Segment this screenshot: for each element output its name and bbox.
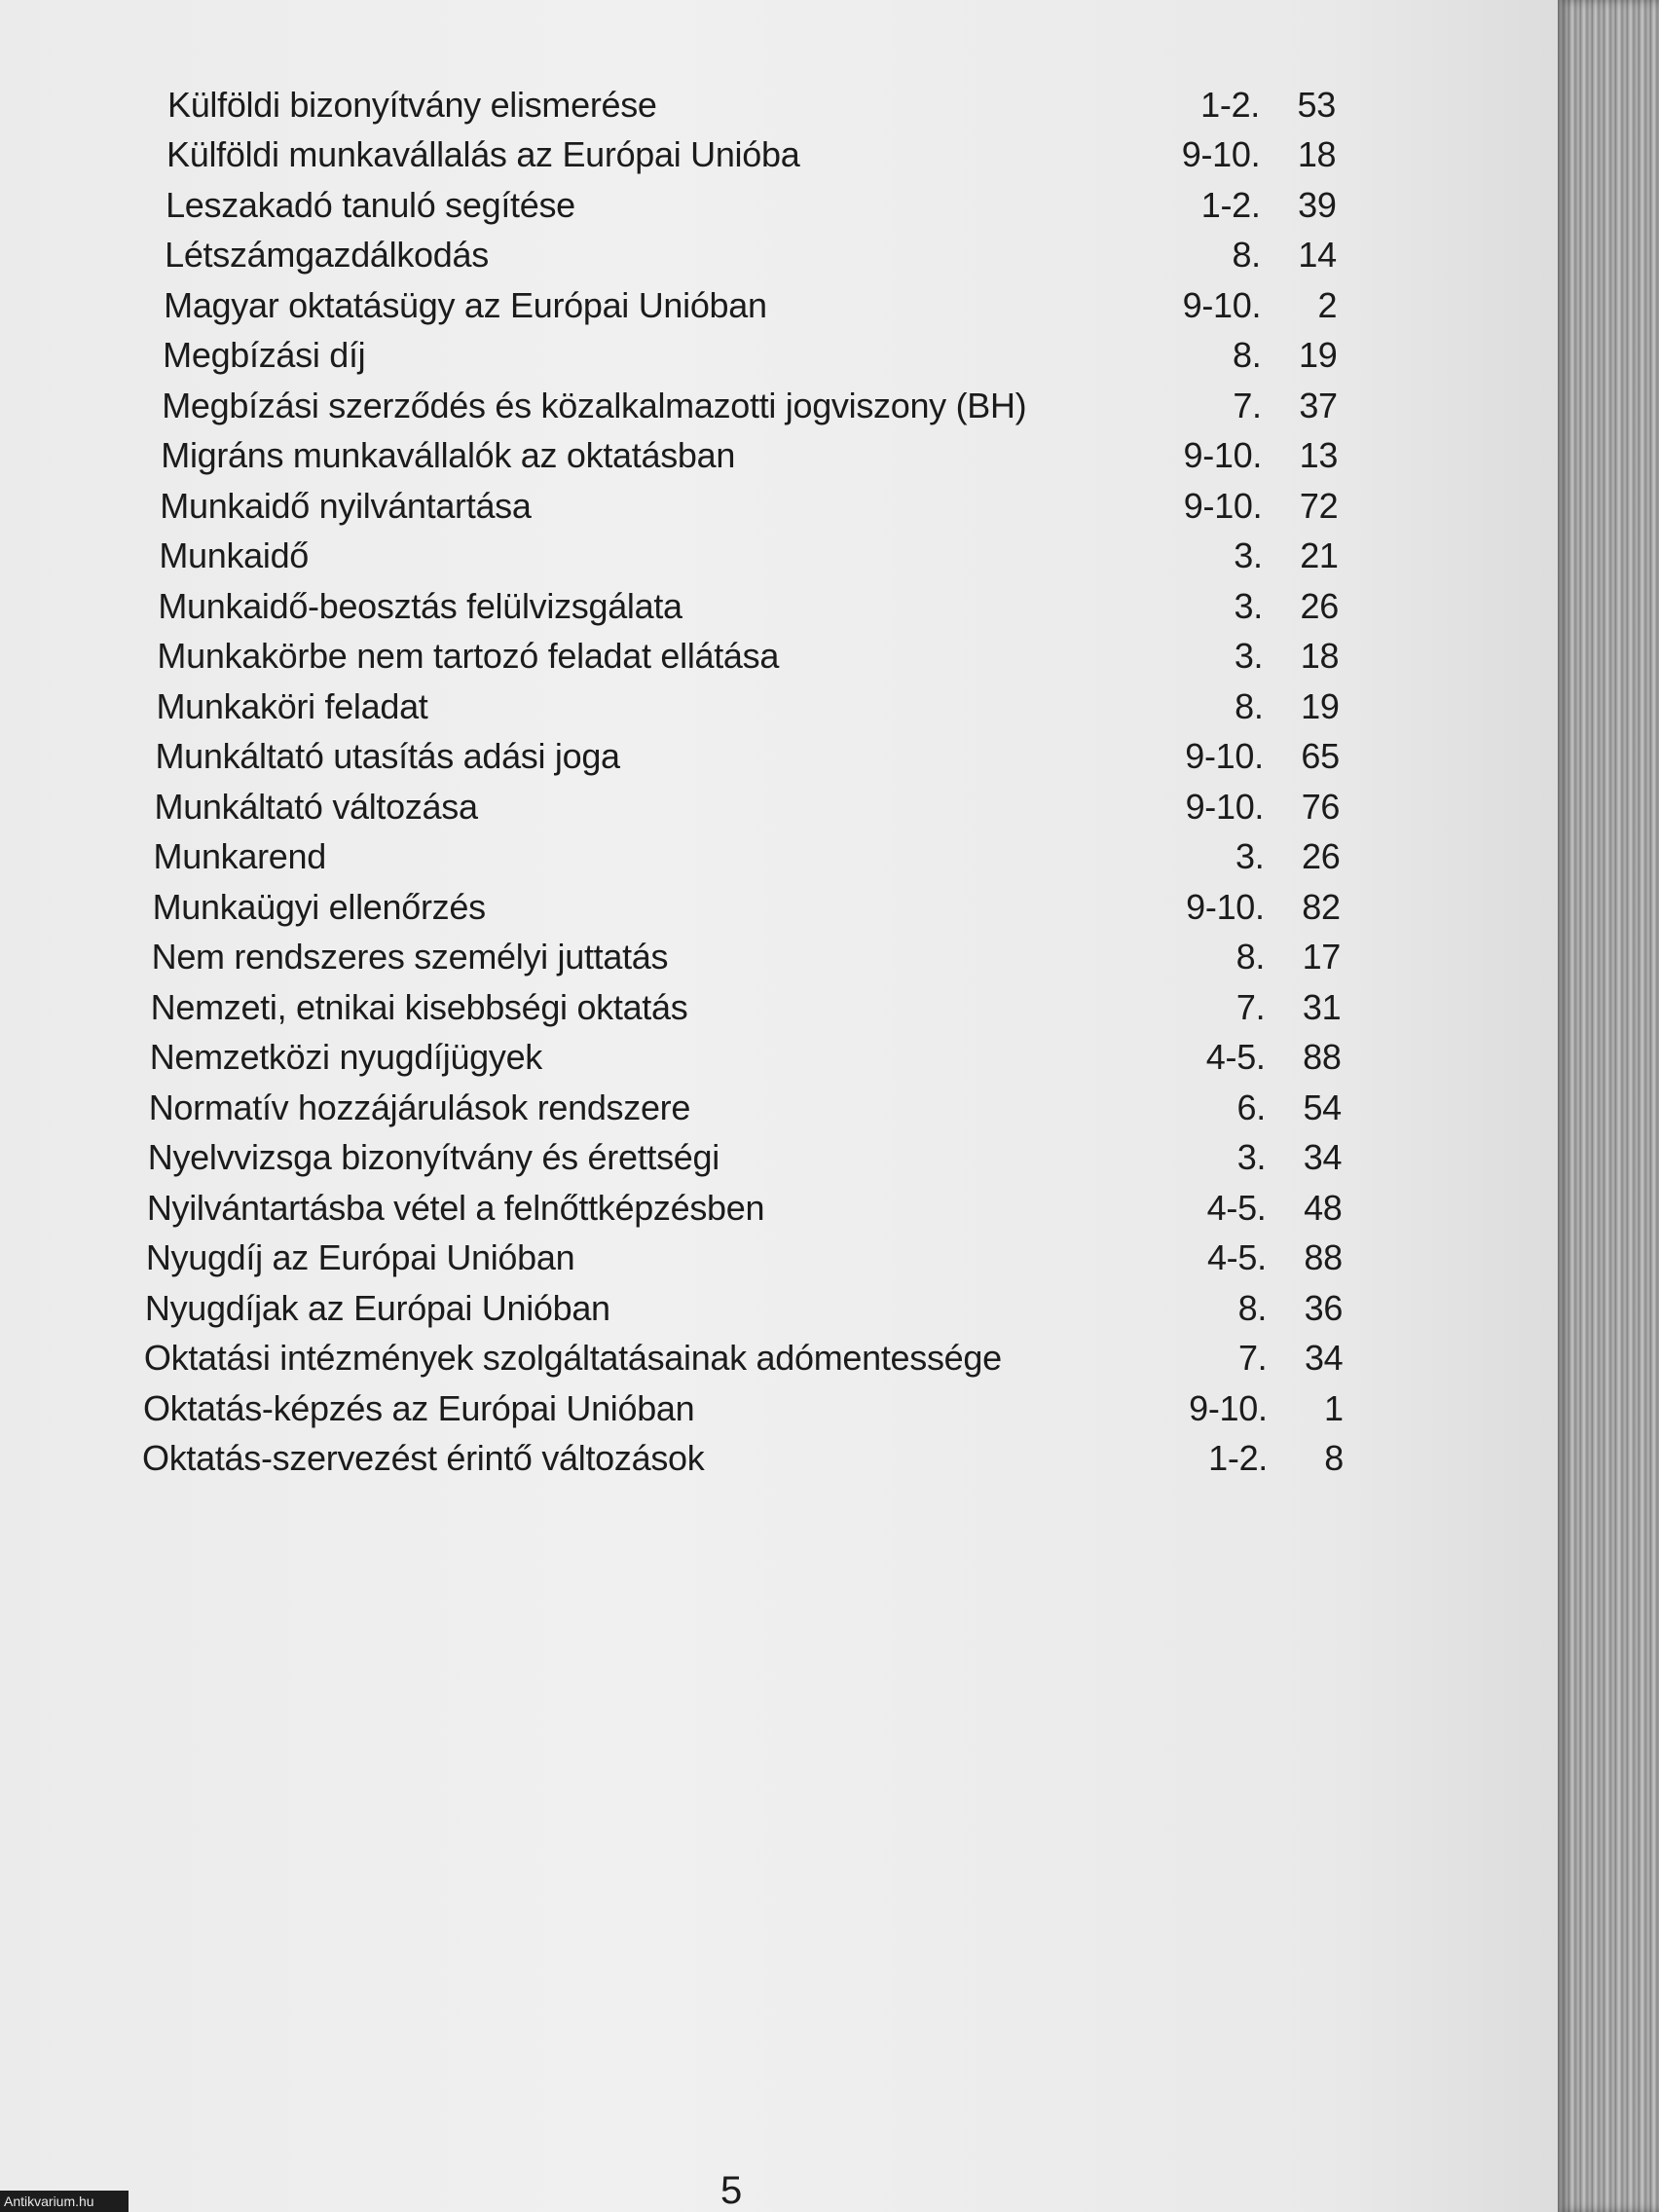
entry-issue-number: 3. bbox=[1234, 585, 1263, 626]
entry-page-number: 48 bbox=[1304, 1187, 1343, 1228]
entry-title: Oktatás-szervezést érintő változások bbox=[142, 1438, 705, 1478]
page-number: 5 bbox=[720, 2169, 743, 2212]
entry-title: Munkarend bbox=[153, 836, 326, 877]
entry-page-number: 65 bbox=[1301, 736, 1340, 777]
entry-issue-number: 9-10. bbox=[1189, 1387, 1268, 1428]
entry-title: Migráns munkavállalók az oktatásban bbox=[161, 435, 736, 476]
entry-title: Oktatás-képzés az Európai Unióban bbox=[142, 1387, 695, 1428]
entry-page-number: 54 bbox=[1303, 1087, 1342, 1127]
entry-title: Leszakadó tanuló segítése bbox=[166, 184, 575, 225]
entry-issue-number: 3. bbox=[1236, 1137, 1267, 1178]
entry-page-number: 17 bbox=[1302, 937, 1342, 977]
index-entry bbox=[142, 1429, 1344, 1488]
entry-title: Nemzetközi nyugdíjügyek bbox=[149, 1037, 543, 1078]
entry-issue-number: 1-2. bbox=[1200, 184, 1261, 225]
entry-issue-number: 3. bbox=[1234, 636, 1264, 677]
entry-title: Nyugdíj az Európai Unióban bbox=[145, 1237, 575, 1278]
entry-issue-number: 4-5. bbox=[1205, 1037, 1266, 1078]
entry-title: Nemzeti, etnikai kisebbségi oktatás bbox=[150, 986, 688, 1027]
entry-page-number: 26 bbox=[1301, 836, 1341, 877]
entry-page-number: 34 bbox=[1303, 1137, 1343, 1178]
watermark: Antikvarium.hu bbox=[0, 2191, 129, 2212]
entry-title: Munkaidő-beosztás felülvizsgálata bbox=[158, 585, 682, 626]
entry-issue-number: 1-2. bbox=[1200, 85, 1260, 125]
entry-issue-number: 6. bbox=[1236, 1087, 1266, 1127]
entry-title: Megbízási díj bbox=[163, 335, 366, 376]
entry-title: Külföldi bizonyítvány elismerése bbox=[167, 85, 657, 125]
entry-page-number: 2 bbox=[1317, 284, 1338, 325]
entry-page-number: 76 bbox=[1301, 786, 1341, 827]
entry-issue-number: 9-10. bbox=[1183, 435, 1263, 476]
entry-title: Nem rendszeres személyi juttatás bbox=[151, 937, 669, 977]
entry-issue-number: 3. bbox=[1234, 535, 1263, 576]
entry-page-number: 19 bbox=[1299, 335, 1338, 376]
entry-title: Külföldi munkavállalás az Európai Unióba bbox=[166, 134, 800, 175]
entry-issue-number: 7. bbox=[1233, 385, 1262, 425]
entry-page-number: 34 bbox=[1304, 1338, 1344, 1379]
entry-page-number: 88 bbox=[1304, 1237, 1343, 1278]
entry-issue-number: 9-10. bbox=[1185, 786, 1265, 827]
entry-title: Oktatási intézmények szolgáltatásainak adómentessége bbox=[143, 1338, 1002, 1379]
entry-title: Magyar oktatásügy az Európai Unióban bbox=[164, 284, 767, 325]
entry-issue-number: 9-10. bbox=[1186, 886, 1265, 927]
entry-page-number: 18 bbox=[1297, 134, 1337, 175]
entry-page-number: 1 bbox=[1323, 1387, 1344, 1428]
entry-issue-number: 1-2. bbox=[1208, 1438, 1268, 1478]
entry-page-number: 26 bbox=[1300, 585, 1339, 626]
entry-page-number: 31 bbox=[1302, 986, 1342, 1027]
entry-page-number: 21 bbox=[1300, 535, 1339, 576]
entry-title: Normatív hozzájárulások rendszere bbox=[148, 1087, 691, 1127]
entry-issue-number: 7. bbox=[1235, 986, 1266, 1027]
entry-issue-number: 8. bbox=[1233, 335, 1262, 376]
entry-title: Munkaügyi ellenőrzés bbox=[152, 886, 486, 927]
entry-issue-number: 9-10. bbox=[1183, 485, 1263, 526]
entry-title: Munkaidő nyilvántartása bbox=[160, 485, 532, 526]
entry-title: Munkaidő bbox=[159, 535, 310, 576]
entry-issue-number: 9-10. bbox=[1185, 736, 1264, 777]
entry-page-number: 72 bbox=[1299, 485, 1339, 526]
entry-page-number: 82 bbox=[1302, 886, 1341, 927]
entry-page-number: 13 bbox=[1299, 435, 1339, 476]
entry-title: Létszámgazdálkodás bbox=[165, 235, 489, 276]
entry-page-number: 53 bbox=[1297, 85, 1336, 125]
entry-page-number: 88 bbox=[1303, 1037, 1342, 1078]
entry-issue-number: 4-5. bbox=[1206, 1237, 1267, 1278]
entry-page-number: 18 bbox=[1300, 636, 1340, 677]
entry-page-number: 8 bbox=[1324, 1438, 1344, 1478]
entry-title: Munkáltató utasítás adási joga bbox=[155, 736, 620, 777]
entry-page-number: 19 bbox=[1301, 685, 1340, 726]
entry-issue-number: 8. bbox=[1235, 685, 1264, 726]
entry-title: Nyilvántartásba vétel a felnőttképzésben bbox=[146, 1187, 765, 1228]
entry-title: Nyugdíjak az Európai Unióban bbox=[144, 1287, 610, 1328]
entry-issue-number: 3. bbox=[1235, 836, 1265, 877]
entry-page-number: 36 bbox=[1304, 1287, 1344, 1328]
entry-issue-number: 9-10. bbox=[1182, 284, 1262, 325]
entry-issue-number: 8. bbox=[1235, 937, 1266, 977]
entry-issue-number: 9-10. bbox=[1181, 134, 1261, 175]
entry-issue-number: 8. bbox=[1232, 235, 1261, 276]
entry-page-number: 37 bbox=[1299, 385, 1338, 425]
entry-title: Munkáltató változása bbox=[154, 786, 478, 827]
entry-title: Nyelvvizsga bizonyítvány és érettségi bbox=[147, 1137, 719, 1178]
entry-page-number: 14 bbox=[1298, 235, 1337, 276]
entry-title: Munkakörbe nem tartozó feladat ellátása bbox=[157, 636, 780, 677]
entry-issue-number: 4-5. bbox=[1206, 1187, 1267, 1228]
book-page-edges bbox=[1558, 0, 1659, 2212]
entry-title: Megbízási szerződés és közalkalmazotti jogviszony (BH) bbox=[162, 385, 1027, 425]
entry-page-number: 39 bbox=[1298, 184, 1337, 225]
entry-issue-number: 8. bbox=[1237, 1287, 1268, 1328]
entry-issue-number: 7. bbox=[1237, 1338, 1268, 1379]
entry-title: Munkaköri feladat bbox=[156, 685, 428, 726]
